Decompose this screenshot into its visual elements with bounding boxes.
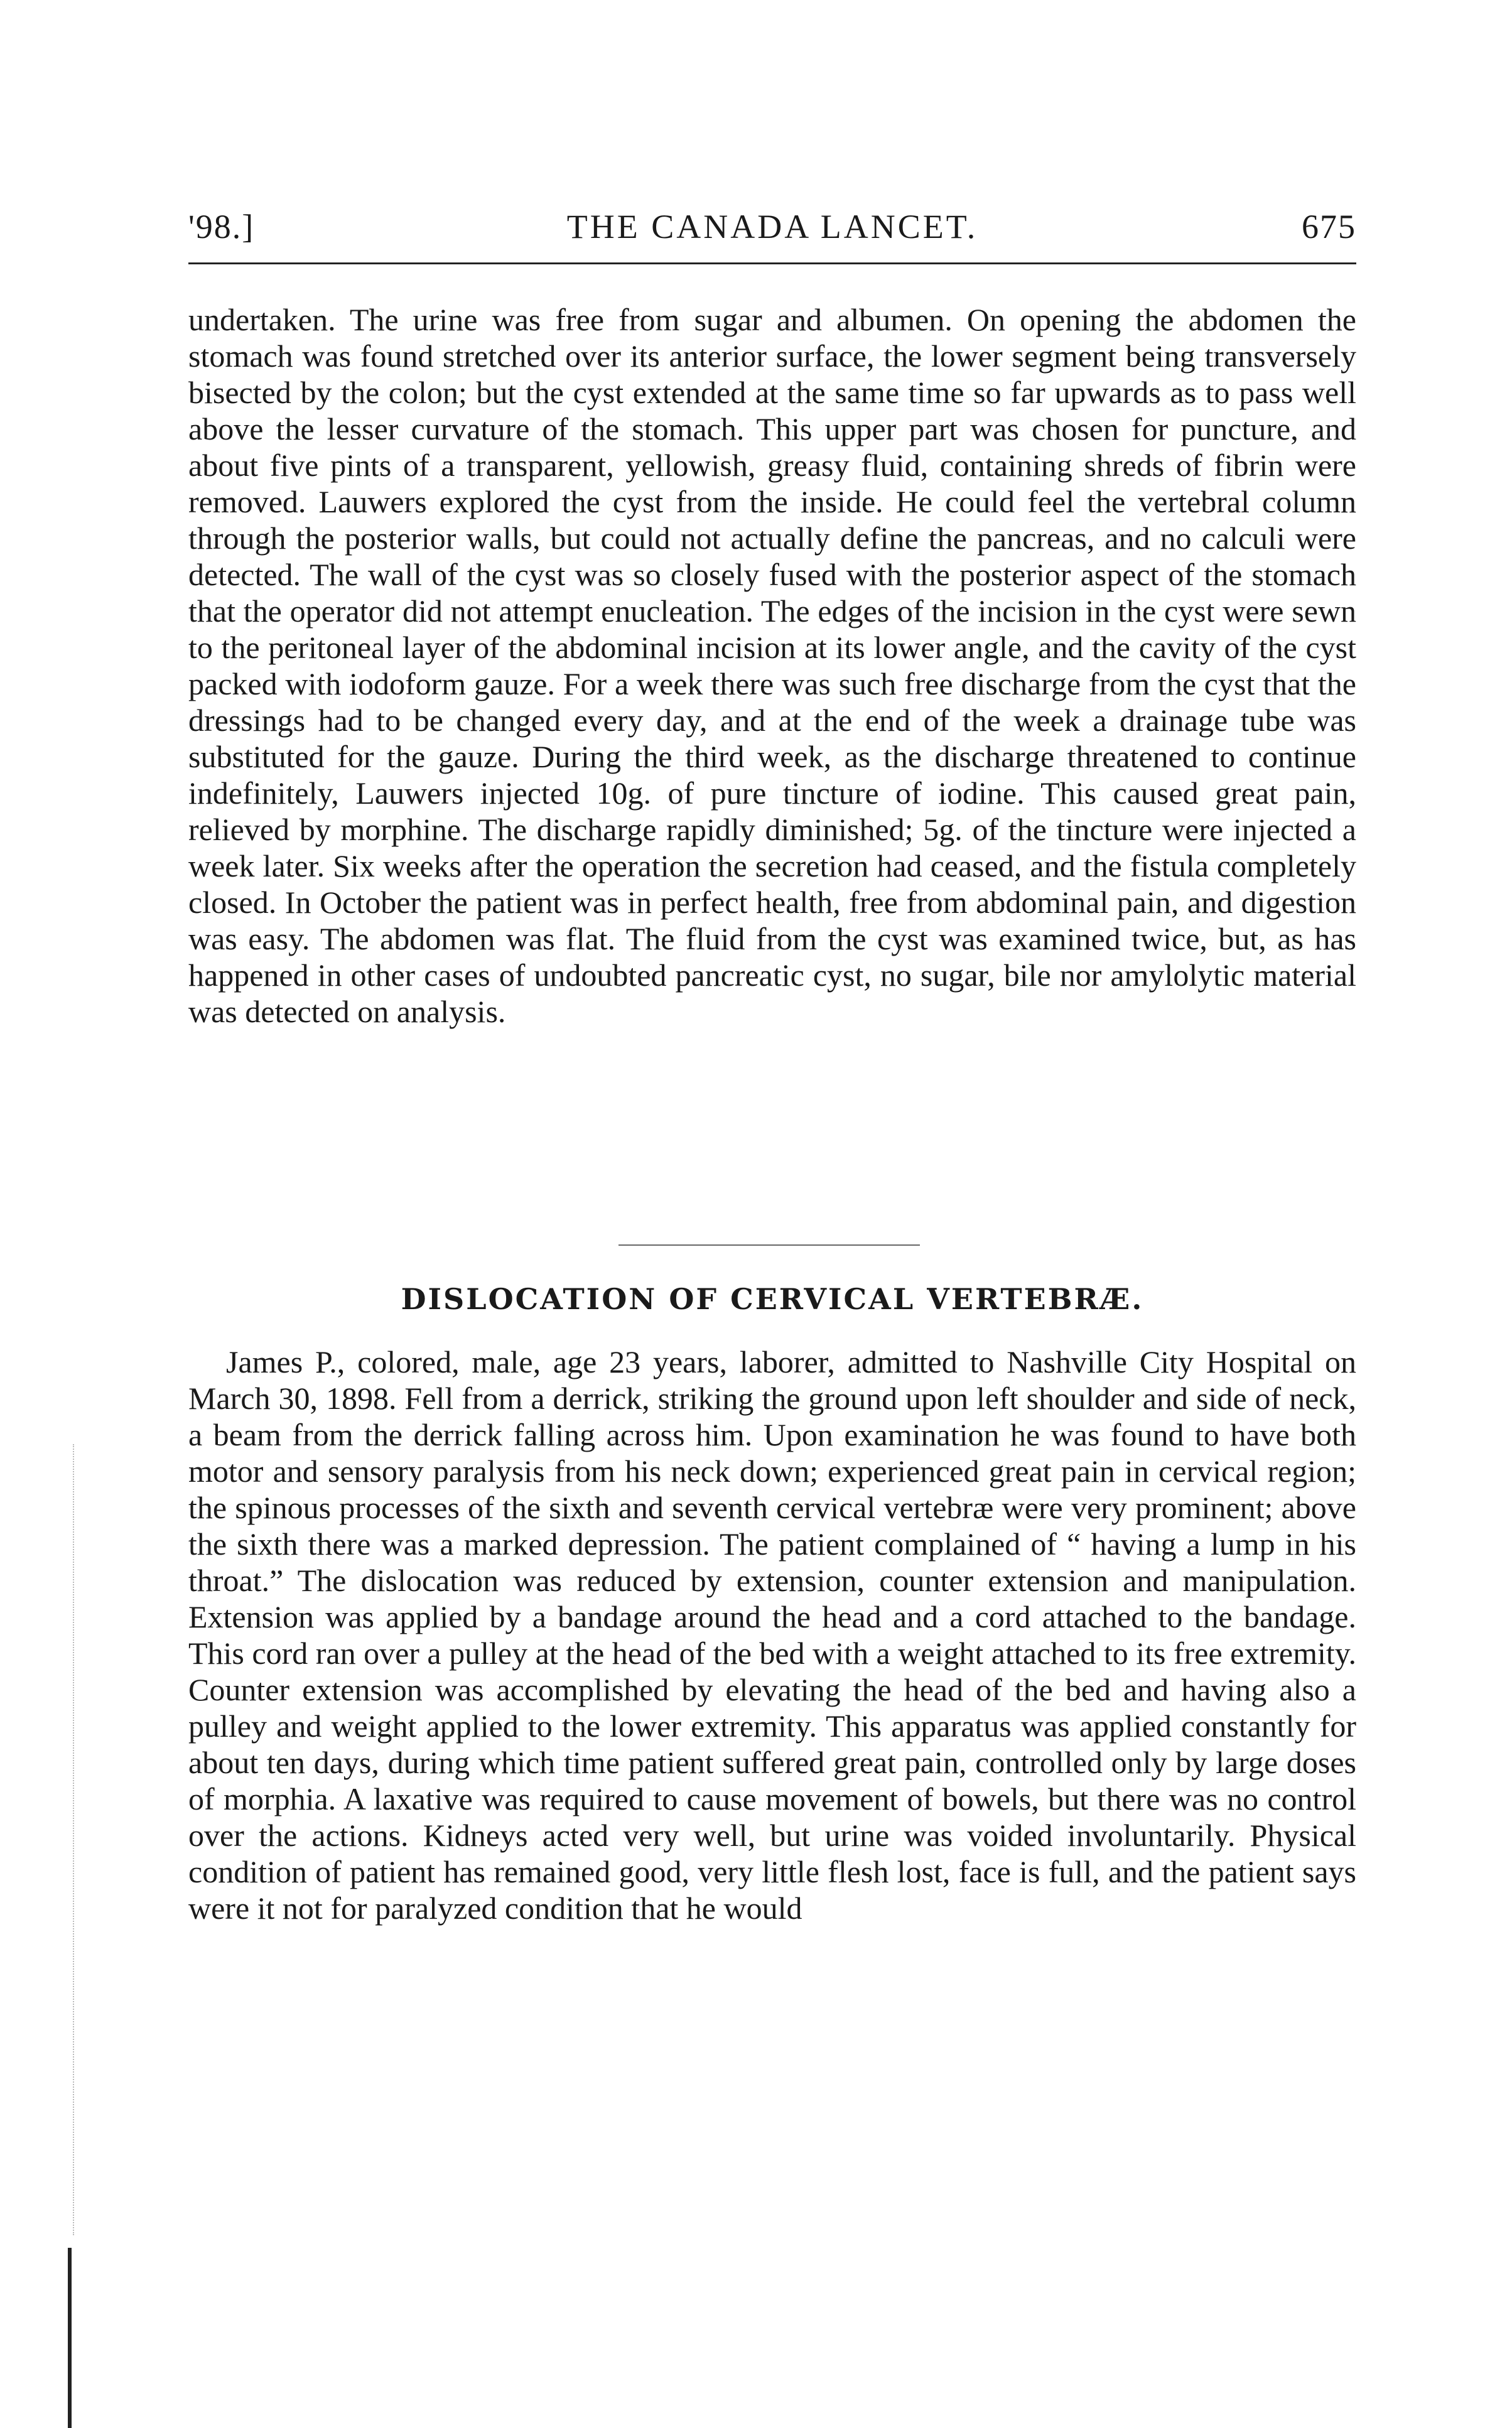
running-header [188,207,1356,257]
journal-title: THE CANADA LANCET. [566,208,978,245]
case-report-paragraph: James P., colored, male, age 23 years, laborer, admitted to Nashville City Hospital on March 30, 1898. Fell from a derrick, striking the ground upon left shoulder and side of neck, a beam from the derrick falling across him. Upon examination he was found to have both motor and sensory paralysis from his neck down; experienced great pain in cervical region; the spinous processes of the sixth and seventh cervical vertebræ were very prominent; above the sixth there was a marked depression. The patient complained of “ having a lump in his throat.” The dislocation was reduced by extension, counter extension and manipulation. Extension was applied by a bandage around the head and a cord attached to the bandage. This cord ran over a pulley at the head of the bed with a weight attached to its free extremity. Counter extension was accomplished by elevating the head of the bed and having also a pulley and weight applied to the lower extremity. This apparatus was applied constantly for about ten days, during which time patient suffered great pain, controlled only by large doses of morphia. A laxative was required to cause movement of bowels, but there was no control over the actions. Kidneys acted very well, but urine was voided involuntarily. Physical condition of patient has remained good, very little flesh lost, face is full, and the patient says were it not for paralyzed condition that he would [188,1344,1356,1926]
case-report [188,1344,1356,1926]
binding-edge-marks [73,1444,75,2235]
page-number: 675 [1302,208,1356,245]
continuation-paragraph: undertaken. The urine was free from sugar and albumen. On opening the abdomen the stomach was found stretched over its anterior surface, the lower segment being transversely bisected by the colon; but the cyst extended at the same time so far upwards as to pass well above the lesser curvature of the stomach. This upper part was chosen for puncture, and about five pints of a transparent, yellowish, greasy fluid, containing shreds of fibrin were removed. Lauwers explored the cyst from the inside. He could feel the vertebral column through the posterior walls, but could not actually define the pancreas, and no calculi were detected. The wall of the cyst was so closely fused with the posterior aspect of the stomach that the operator did not attempt enucleation. The edges of the incision in the cyst were sewn to the peritoneal layer of the abdominal incision at its lower angle, and the cavity of the cyst packed with iodoform gauze. For a week there was such free discharge from the cyst that the dressings had to be changed every day, and at the end of the week a drainage tube was substituted for the gauze. During the third week, as the discharge threatened to continue indefinitely, Lauwers injected 10g. of pure tincture of iodine. This caused great pain, relieved by morphine. The discharge rapidly diminished; 5g. of the tincture were injected a week later. Six weeks after the operation the secretion had ceased, and the fistula completely closed. In October the patient was in perfect health, free from abdominal pain, and digestion was easy. The abdomen was flat. The fluid from the cyst was examined twice, but, as has happened in other cases of undoubted pancreatic cyst, no sugar, bile nor amylolytic material was detected on analysis. [188,302,1356,1029]
binding-edge-bar [68,2248,72,2428]
article-heading: DISLOCATION OF CERVICAL VERTEBRÆ. [401,1282,1144,1316]
section-divider [618,1244,920,1246]
article-continuation [188,301,1356,1030]
header-rule [188,262,1356,264]
volume-mark: '98.] [188,208,255,245]
